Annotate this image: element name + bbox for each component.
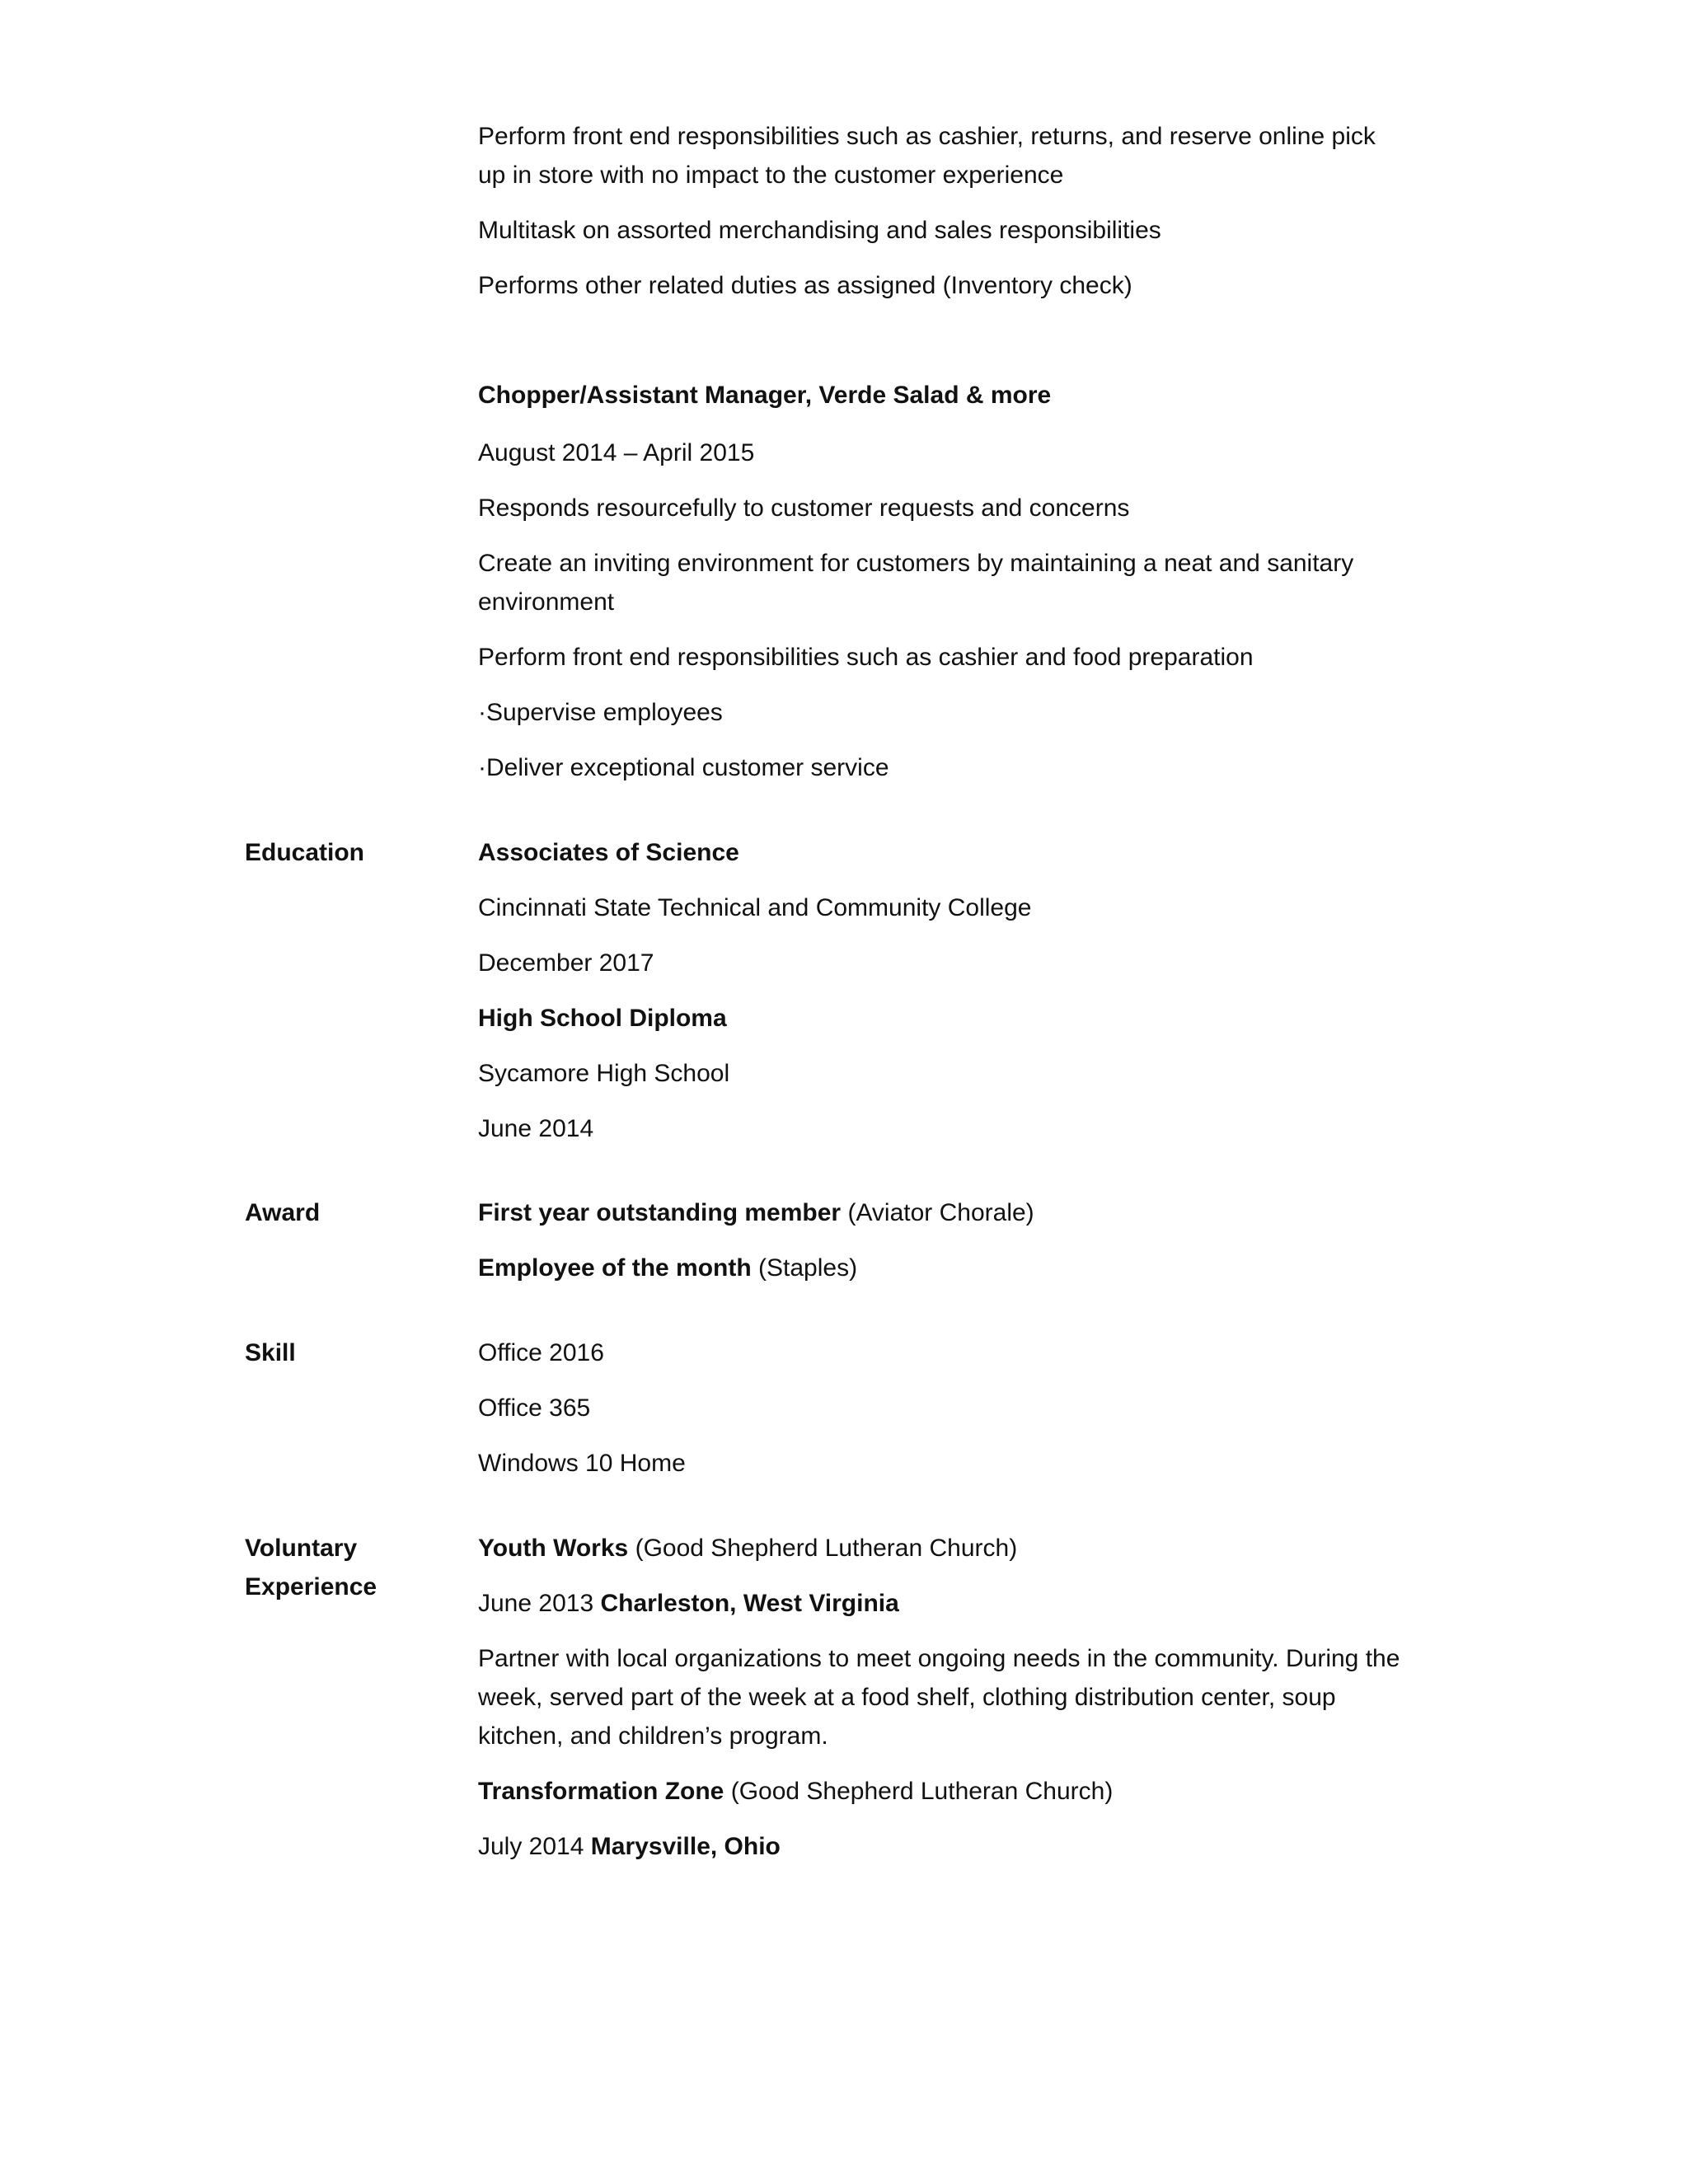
school-name: Cincinnati State Technical and Community College	[478, 894, 1032, 921]
volunteer-name: Youth Works	[478, 1535, 629, 1562]
volunteer-entry-header	[478, 1772, 1409, 1811]
award-org: (Aviator Chorale)	[847, 1199, 1034, 1226]
degree-title: Associates of Science	[478, 839, 739, 866]
volunteer-date: July 2014	[478, 1833, 584, 1860]
duty-line: Perform front end responsibilities such as cashier and food preparation	[478, 644, 1254, 671]
skill-item: Office 365	[478, 1394, 591, 1422]
graduation-date: June 2014	[478, 1115, 594, 1142]
duty-line: Performs other related duties as assigned (Inventory check)	[478, 272, 1132, 299]
volunteer-name: Transformation Zone	[478, 1778, 724, 1805]
skill-item: Windows 10 Home	[478, 1450, 686, 1477]
duty-line: ·Deliver exceptional customer service	[478, 754, 889, 781]
volunteer-description: Partner with local organizations to meet ongoing needs in the community. During the week, served part of the week at a food shelf, clothing distribution center, soup kitchen, and children’s program.	[478, 1645, 1400, 1750]
degree-title: High School Diploma	[478, 1005, 727, 1032]
volunteer-date-location	[478, 1827, 1409, 1866]
section-label-line: Experience	[245, 1573, 377, 1601]
section-label-skill: Skill	[245, 1339, 296, 1366]
volunteer-location: Marysville, Ohio	[590, 1833, 781, 1860]
school-name: Sycamore High School	[478, 1060, 730, 1087]
duty-line: ·Supervise employees	[478, 699, 723, 726]
duty-line: Multitask on assorted merchandising and sales responsibilities	[478, 217, 1161, 244]
award-name: First year outstanding member	[478, 1199, 842, 1226]
graduation-date: December 2017	[478, 949, 654, 977]
award-item	[478, 1249, 1409, 1287]
award-name: Employee of the month	[478, 1254, 752, 1282]
volunteer-location: Charleston, West Virginia	[600, 1590, 899, 1617]
job-dates: August 2014 – April 2015	[478, 439, 755, 466]
job-title: Chopper/Assistant Manager, Verde Salad & more	[478, 382, 1052, 409]
volunteer-org: (Good Shepherd Lutheran Church)	[635, 1535, 1018, 1562]
award-item	[478, 1193, 1409, 1232]
section-label-line: Voluntary	[245, 1535, 358, 1562]
award-org: (Staples)	[758, 1254, 858, 1282]
duty-line: Responds resourcefully to customer requests and concerns	[478, 494, 1130, 522]
volunteer-entry-header	[478, 1529, 1409, 1568]
volunteer-org: (Good Shepherd Lutheran Church)	[730, 1778, 1114, 1805]
section-label-education: Education	[245, 839, 365, 866]
section-label-voluntary	[245, 1529, 459, 1606]
skill-item: Office 2016	[478, 1339, 604, 1366]
section-label-award: Award	[245, 1199, 321, 1226]
volunteer-date: June 2013	[478, 1590, 594, 1617]
duty-line: Perform front end responsibilities such as cashier, returns, and reserve online pick up in store with no impact to the customer experience	[478, 123, 1376, 189]
duty-line: Create an inviting environment for customers by maintaining a neat and sanitary environment	[478, 550, 1354, 616]
volunteer-date-location	[478, 1584, 1409, 1623]
